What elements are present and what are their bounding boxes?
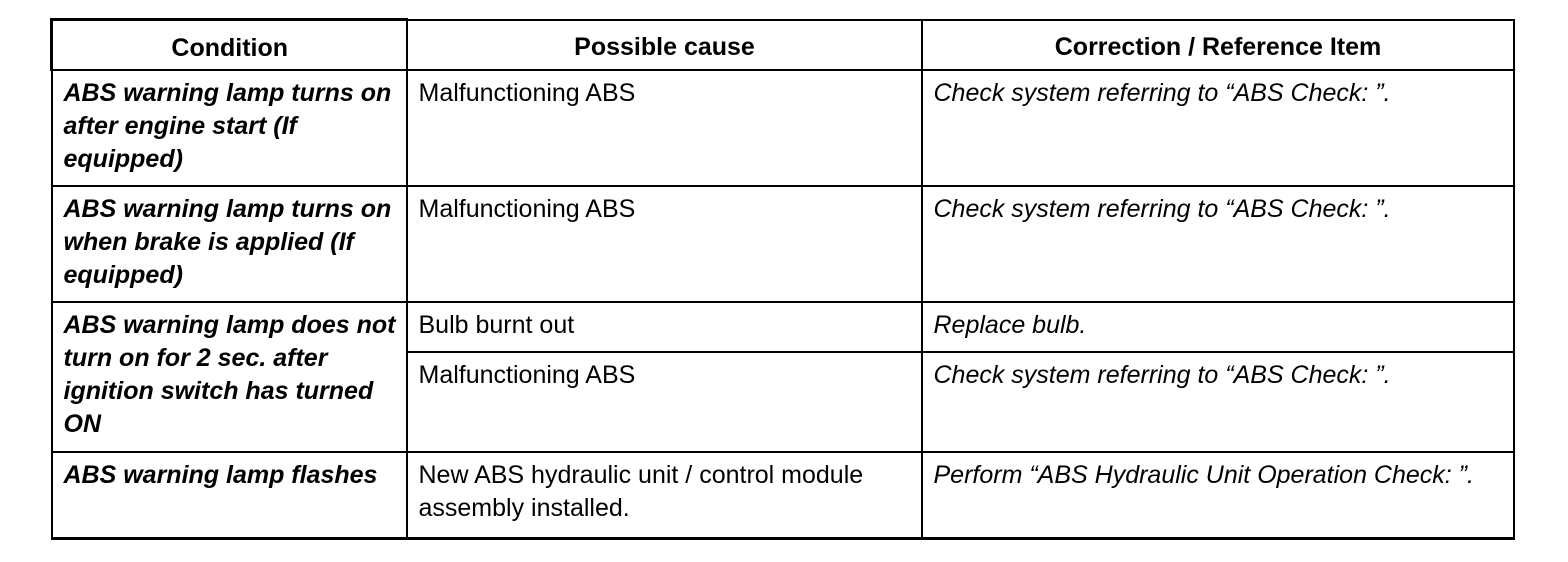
correction-cell: Perform “ABS Hydraulic Unit Operation Check: ”. (922, 452, 1514, 539)
troubleshooting-table-container (50, 18, 1515, 540)
cause-cell: New ABS hydraulic unit / control module assembly installed. (407, 452, 922, 539)
header-correction: Correction / Reference Item (922, 20, 1514, 71)
cause-cell: Malfunctioning ABS (407, 352, 922, 452)
table-header-row (52, 20, 1514, 71)
table-row (52, 452, 1514, 539)
cause-cell: Malfunctioning ABS (407, 70, 922, 186)
condition-cell: ABS warning lamp turns on when brake is applied (If equipped) (52, 186, 407, 302)
correction-cell: Check system referring to “ABS Check: ”. (922, 186, 1514, 302)
correction-cell: Replace bulb. (922, 302, 1514, 352)
condition-cell: ABS warning lamp does not turn on for 2 sec. after ignition switch has turned ON (52, 302, 407, 452)
correction-cell: Check system referring to “ABS Check: ”. (922, 70, 1514, 186)
header-possible-cause: Possible cause (407, 20, 922, 71)
table-row (52, 302, 1514, 352)
header-condition: Condition (52, 20, 407, 71)
table-row (52, 70, 1514, 186)
cause-cell: Bulb burnt out (407, 302, 922, 352)
troubleshooting-table (50, 18, 1515, 540)
table-row (52, 186, 1514, 302)
correction-cell: Check system referring to “ABS Check: ”. (922, 352, 1514, 452)
condition-cell: ABS warning lamp turns on after engine start (If equipped) (52, 70, 407, 186)
condition-cell: ABS warning lamp flashes (52, 452, 407, 539)
cause-cell: Malfunctioning ABS (407, 186, 922, 302)
